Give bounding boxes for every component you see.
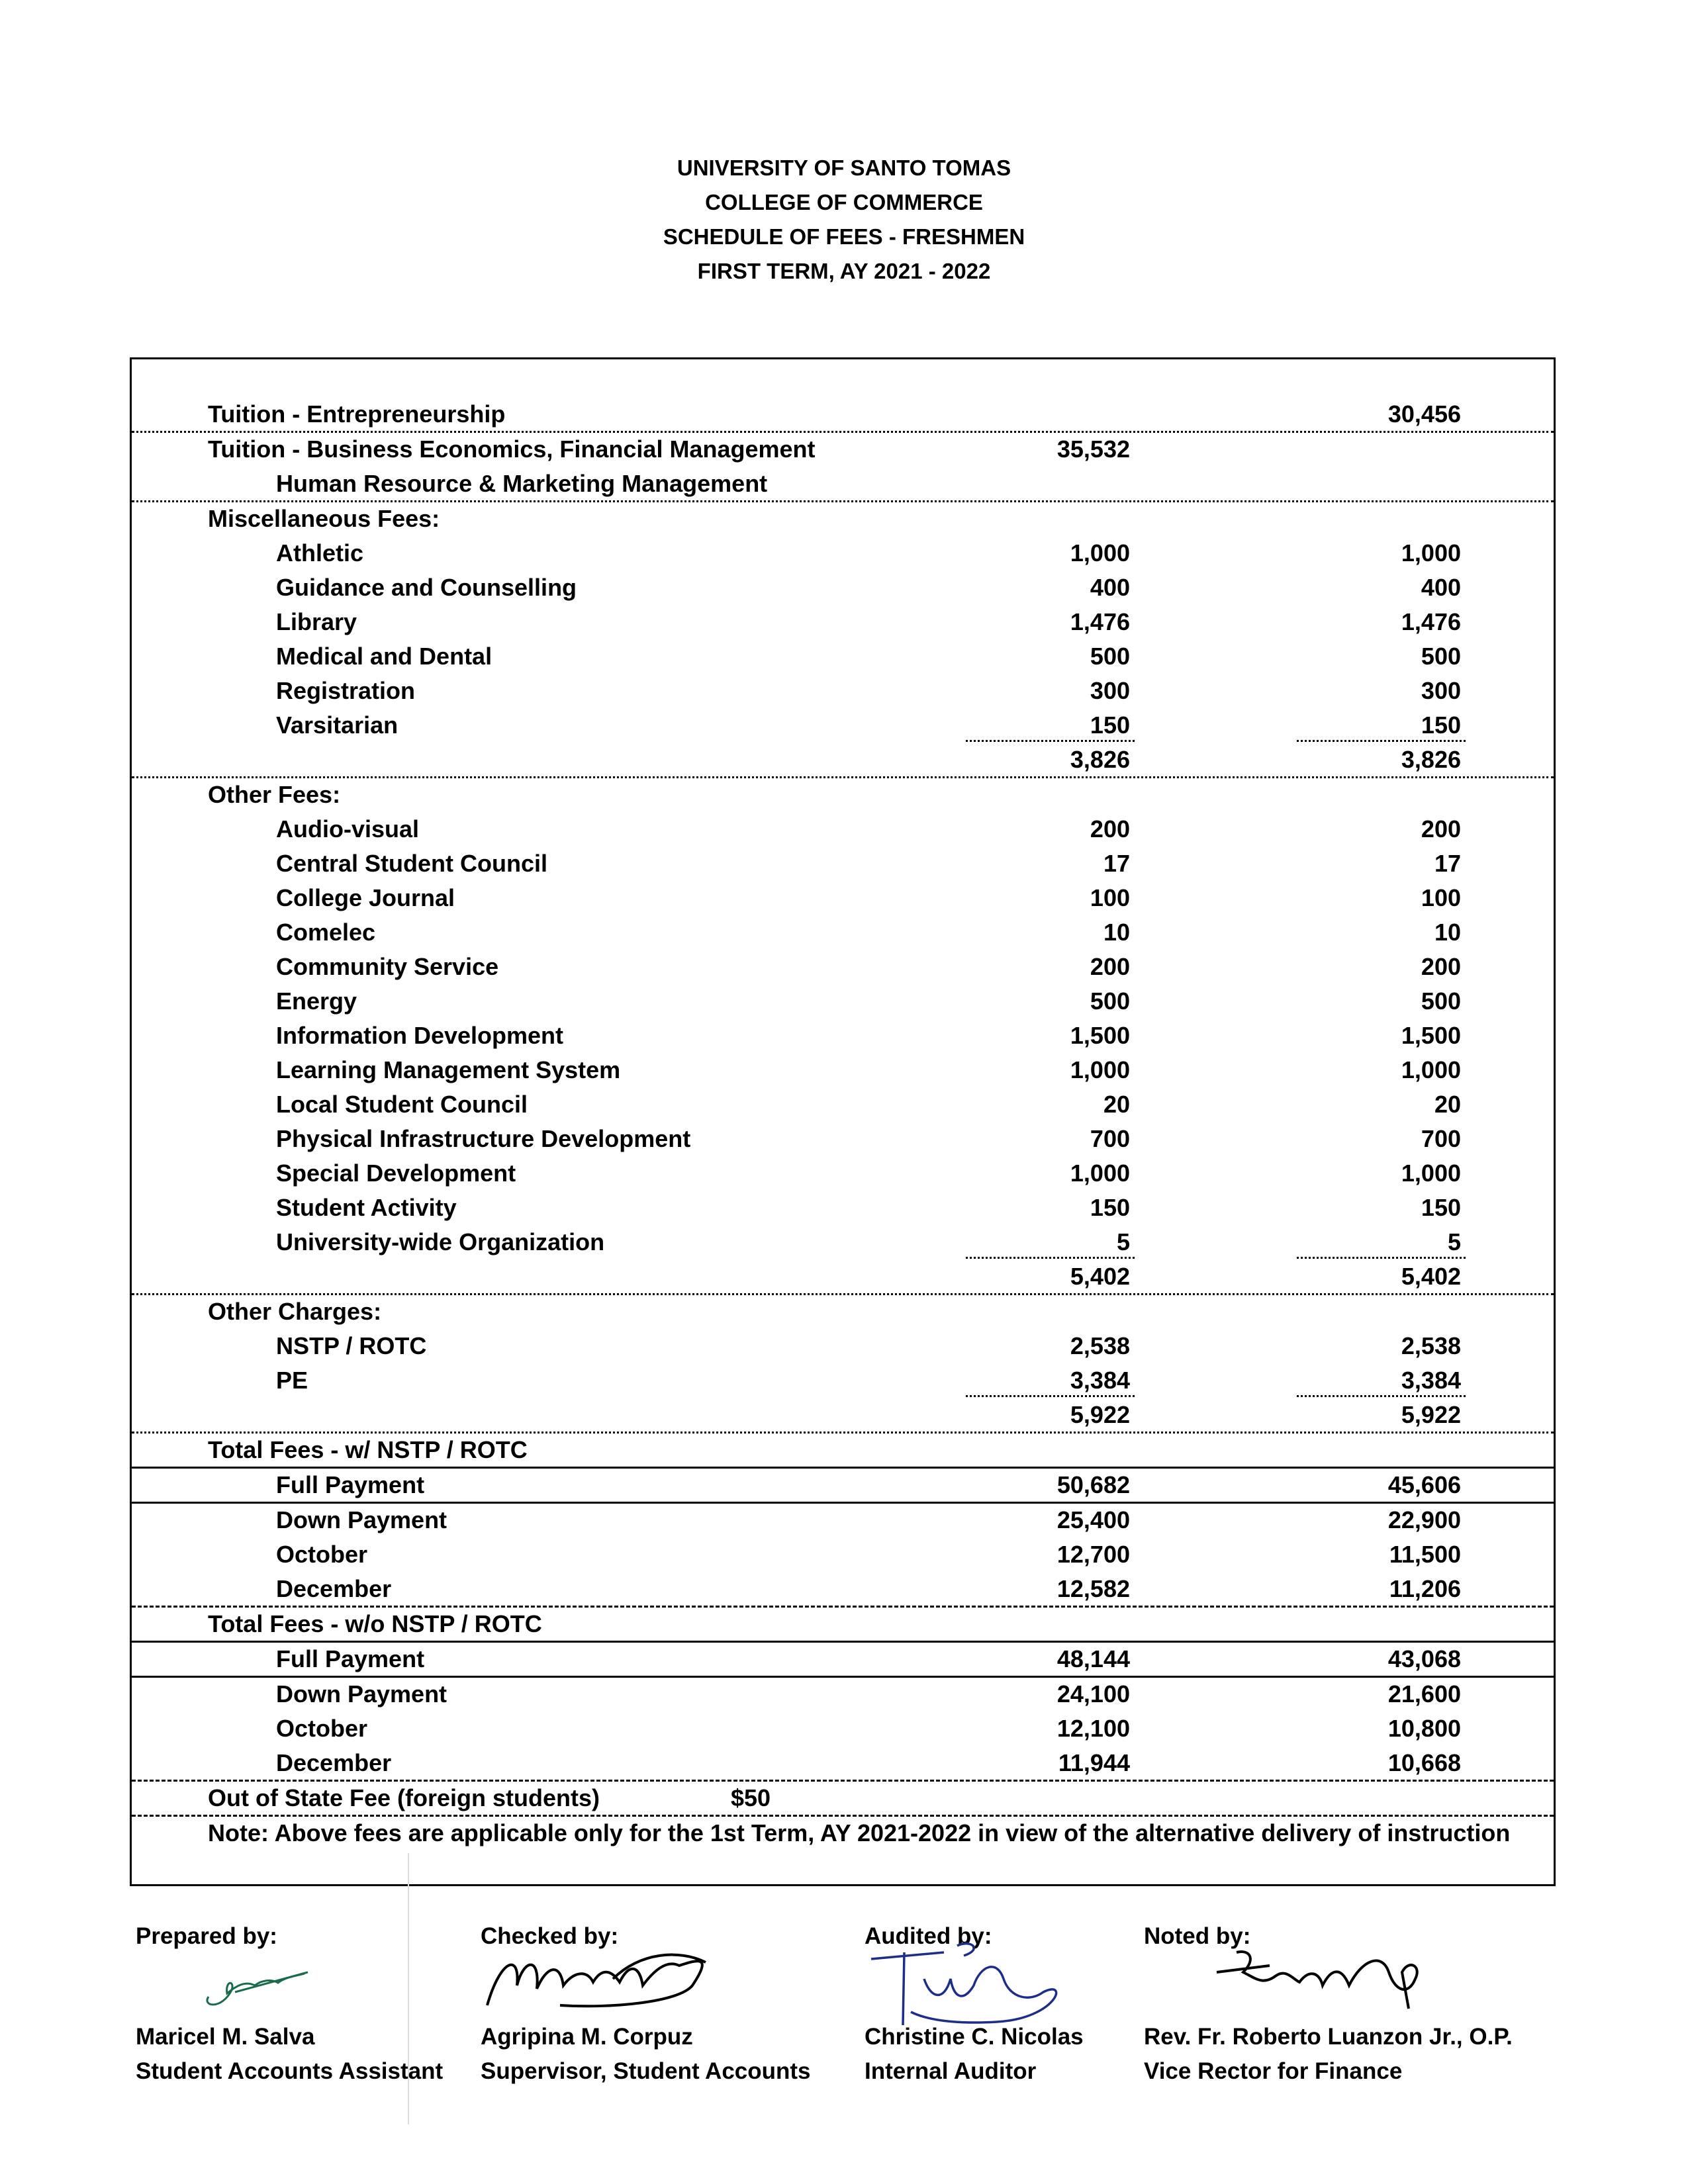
row-value-col2: 22,900	[1387, 1506, 1461, 1533]
signatory-title: Student Accounts Assistant	[136, 2058, 444, 2084]
row-value-col2: 200	[1421, 815, 1461, 842]
table-row	[132, 1225, 1554, 1259]
subtotal-row	[132, 1398, 1554, 1432]
section-heading-without-nstp	[132, 1607, 1554, 1641]
row-label: Physical Infrastructure Development	[276, 1125, 691, 1152]
section-heading: Miscellaneous Fees:	[208, 505, 440, 532]
table-row	[132, 950, 1554, 984]
table-row	[132, 1642, 1554, 1676]
fee-note: Note: Above fees are applicable only for the 1st Term, AY 2021-2022 in view of the alternative delivery of instruction	[208, 1819, 1511, 1846]
row-label: Local Student Council	[276, 1091, 528, 1118]
row-value-col1: 12,582	[1056, 1575, 1130, 1602]
row-label: NSTP / ROTC	[276, 1332, 427, 1359]
section-heading: Total Fees - w/ NSTP / ROTC	[208, 1436, 528, 1463]
subtotal-rule	[966, 740, 1135, 742]
table-row	[132, 1572, 1554, 1606]
row-label: Varsitarian	[276, 711, 399, 739]
header-line-term: FIRST TERM, AY 2021 - 2022	[697, 259, 991, 283]
table-row	[132, 708, 1554, 743]
row-value-col2: 700	[1421, 1125, 1461, 1152]
subtotal-col2: 5,402	[1401, 1263, 1461, 1290]
row-label: October	[276, 1541, 368, 1568]
row-label: October	[276, 1715, 368, 1742]
table-row	[132, 881, 1554, 915]
subtotal-col2: 5,922	[1401, 1401, 1461, 1428]
table-row	[132, 432, 1554, 467]
row-value-col1: 500	[1090, 987, 1130, 1015]
table-row	[132, 1122, 1554, 1156]
section-heading-misc	[132, 502, 1554, 536]
row-value-col2: 30,456	[1387, 400, 1461, 428]
table-row	[132, 1746, 1554, 1780]
out-of-state-row	[132, 1781, 1554, 1815]
fee-schedule-table	[130, 357, 1556, 1886]
row-value-col1: 200	[1090, 815, 1130, 842]
subtotal-col1: 5,402	[1070, 1263, 1130, 1290]
table-row	[132, 536, 1554, 570]
row-value-col2: 1,000	[1401, 539, 1461, 567]
signatory-role: Checked by:	[481, 1923, 619, 1949]
row-value-col2: 400	[1421, 574, 1461, 601]
header-line-university: UNIVERSITY OF SANTO TOMAS	[677, 156, 1011, 180]
row-value-col1: 20	[1103, 1091, 1130, 1118]
signatory-role: Audited by:	[865, 1923, 992, 1949]
row-value-col1: 11,944	[1058, 1749, 1130, 1776]
signatory-role: Noted by:	[1144, 1923, 1251, 1949]
row-value-col1: 12,700	[1056, 1541, 1130, 1568]
table-row	[132, 1677, 1554, 1711]
row-value-col2: 100	[1421, 884, 1461, 911]
row-value-col1: 25,400	[1056, 1506, 1130, 1533]
row-value-col1: 24,100	[1056, 1680, 1130, 1707]
row-value-col1: 500	[1090, 643, 1130, 670]
row-label: Community Service	[276, 953, 499, 980]
signatory-name: Maricel M. Salva	[136, 2024, 315, 2050]
table-row	[132, 1156, 1554, 1191]
section-heading: Other Fees:	[208, 781, 341, 808]
document-header	[0, 151, 1688, 289]
section-heading-other	[132, 778, 1554, 812]
table-row	[132, 467, 1554, 501]
signatory-role: Prepared by:	[136, 1923, 277, 1949]
row-value-col2: 1,500	[1401, 1022, 1461, 1049]
table-row	[132, 915, 1554, 950]
note-row	[132, 1816, 1554, 1850]
table-row	[132, 1537, 1554, 1572]
row-label: Out of State Fee (foreign students)	[208, 1784, 600, 1811]
row-label: Athletic	[276, 539, 364, 567]
row-value-col2: 150	[1421, 1194, 1461, 1221]
subtotal-rule	[1297, 1395, 1466, 1397]
signature-image	[481, 1946, 719, 2019]
row-value-col2: 20	[1434, 1091, 1461, 1118]
row-label: Information Development	[276, 1022, 564, 1049]
row-value-col1: 1,500	[1070, 1022, 1130, 1049]
row-value-col1: 200	[1090, 953, 1130, 980]
row-value-col1: 1,000	[1070, 539, 1130, 567]
row-label: Learning Management System	[276, 1056, 621, 1083]
row-label: Library	[276, 608, 357, 635]
row-label: PE	[276, 1367, 308, 1394]
row-label: Medical and Dental	[276, 643, 492, 670]
row-label: Full Payment	[276, 1645, 425, 1672]
row-value-col1: 35,532	[1056, 435, 1130, 463]
table-row	[132, 397, 1554, 432]
subtotal-rule	[966, 1257, 1135, 1259]
row-value-col1: 17	[1103, 850, 1130, 877]
row-value-col2: 1,000	[1401, 1056, 1461, 1083]
subtotal-row	[132, 743, 1554, 777]
row-value-col1: 3,384	[1070, 1367, 1130, 1394]
row-value-col2: 11,500	[1389, 1541, 1461, 1568]
row-value-col2: 500	[1421, 643, 1461, 670]
row-label: Audio-visual	[276, 815, 420, 842]
signatory-title: Internal Auditor	[865, 2058, 1037, 2084]
signatory-name: Christine C. Nicolas	[865, 2024, 1084, 2050]
row-value-col1: 300	[1090, 677, 1130, 704]
row-label: Full Payment	[276, 1471, 425, 1498]
row-label: Central Student Council	[276, 850, 548, 877]
row-value-col2: 300	[1421, 677, 1461, 704]
out-of-state-fee: $50	[731, 1784, 771, 1811]
signatory-name: Agripina M. Corpuz	[481, 2024, 693, 2050]
row-value-col2: 45,606	[1387, 1471, 1461, 1498]
signatory-title: Supervisor, Student Accounts	[481, 2058, 811, 2084]
row-value-col1: 400	[1090, 574, 1130, 601]
row-value-col2: 21,600	[1387, 1680, 1461, 1707]
subtotal-rule	[1297, 740, 1466, 742]
section-heading: Total Fees - w/o NSTP / ROTC	[208, 1610, 542, 1637]
row-value-col2: 5	[1447, 1228, 1461, 1255]
table-row	[132, 1711, 1554, 1746]
row-value-col1: 2,538	[1070, 1332, 1130, 1359]
row-value-col1: 10	[1103, 919, 1130, 946]
row-value-col2: 3,384	[1401, 1367, 1461, 1394]
section-heading: Other Charges:	[208, 1298, 382, 1325]
row-value-col1: 150	[1090, 711, 1130, 739]
table-row	[132, 846, 1554, 881]
section-heading-with-nstp	[132, 1433, 1554, 1467]
row-label: Guidance and Counselling	[276, 574, 577, 601]
row-value-col2: 10	[1434, 919, 1461, 946]
table-row	[132, 1503, 1554, 1537]
section-heading-charges	[132, 1295, 1554, 1329]
subtotal-rule	[1297, 1257, 1466, 1259]
row-value-col1: 12,100	[1056, 1715, 1130, 1742]
row-value-col1: 1,000	[1070, 1160, 1130, 1187]
row-label: December	[276, 1575, 392, 1602]
row-value-col2: 2,538	[1401, 1332, 1461, 1359]
table-row	[132, 639, 1554, 674]
row-value-col2: 500	[1421, 987, 1461, 1015]
row-value-col1: 1,000	[1070, 1056, 1130, 1083]
row-label: Energy	[276, 987, 357, 1015]
row-label: Special Development	[276, 1160, 516, 1187]
row-value-col2: 1,476	[1401, 608, 1461, 635]
table-row	[132, 812, 1554, 846]
table-row	[132, 570, 1554, 605]
row-label: December	[276, 1749, 392, 1776]
table-row	[132, 1053, 1554, 1087]
row-label: College Journal	[276, 884, 455, 911]
table-row	[132, 674, 1554, 708]
row-label: Tuition - Entrepreneurship	[208, 400, 506, 428]
table-row	[132, 1191, 1554, 1225]
row-label: Comelec	[276, 919, 376, 946]
row-value-col1: 150	[1090, 1194, 1130, 1221]
row-value-col1: 1,476	[1070, 608, 1130, 635]
signatory-title: Vice Rector for Finance	[1144, 2058, 1403, 2084]
row-label: University-wide Organization	[276, 1228, 605, 1255]
table-row	[132, 1468, 1554, 1502]
row-label: Tuition - Business Economics, Financial Management	[208, 435, 816, 463]
row-label: Human Resource & Marketing Management	[276, 470, 768, 497]
row-value-col2: 1,000	[1401, 1160, 1461, 1187]
row-value-col2: 43,068	[1387, 1645, 1461, 1672]
table-row	[132, 1087, 1554, 1122]
row-value-col1: 100	[1090, 884, 1130, 911]
row-value-col1: 48,144	[1056, 1645, 1130, 1672]
row-label: Registration	[276, 677, 416, 704]
table-row	[132, 1363, 1554, 1398]
subtotal-col2: 3,826	[1401, 746, 1461, 773]
row-label: Student Activity	[276, 1194, 457, 1221]
subtotal-row	[132, 1259, 1554, 1294]
subtotal-col1: 5,922	[1070, 1401, 1130, 1428]
row-value-col2: 17	[1434, 850, 1461, 877]
row-value-col2: 150	[1421, 711, 1461, 739]
subtotal-col1: 3,826	[1070, 746, 1130, 773]
table-row	[132, 984, 1554, 1019]
row-value-col2: 200	[1421, 953, 1461, 980]
subtotal-rule	[966, 1395, 1135, 1397]
signature-image	[195, 1960, 328, 2013]
row-value-col2: 11,206	[1389, 1575, 1461, 1602]
table-row	[132, 1329, 1554, 1363]
table-row	[132, 1019, 1554, 1053]
signature-image	[1210, 1946, 1435, 2012]
header-line-schedule: SCHEDULE OF FEES - FRESHMEN	[663, 224, 1025, 249]
signatory-name: Rev. Fr. Roberto Luanzon Jr., O.P.	[1144, 2024, 1513, 2050]
table-row	[132, 605, 1554, 639]
row-value-col1: 700	[1090, 1125, 1130, 1152]
row-label: Down Payment	[276, 1680, 447, 1707]
row-value-col2: 10,668	[1387, 1749, 1461, 1776]
row-value-col2: 10,800	[1387, 1715, 1461, 1742]
header-line-college: COLLEGE OF COMMERCE	[705, 190, 983, 214]
row-value-col1: 50,682	[1056, 1471, 1130, 1498]
row-value-col1: 5	[1116, 1228, 1130, 1255]
row-label: Down Payment	[276, 1506, 447, 1533]
